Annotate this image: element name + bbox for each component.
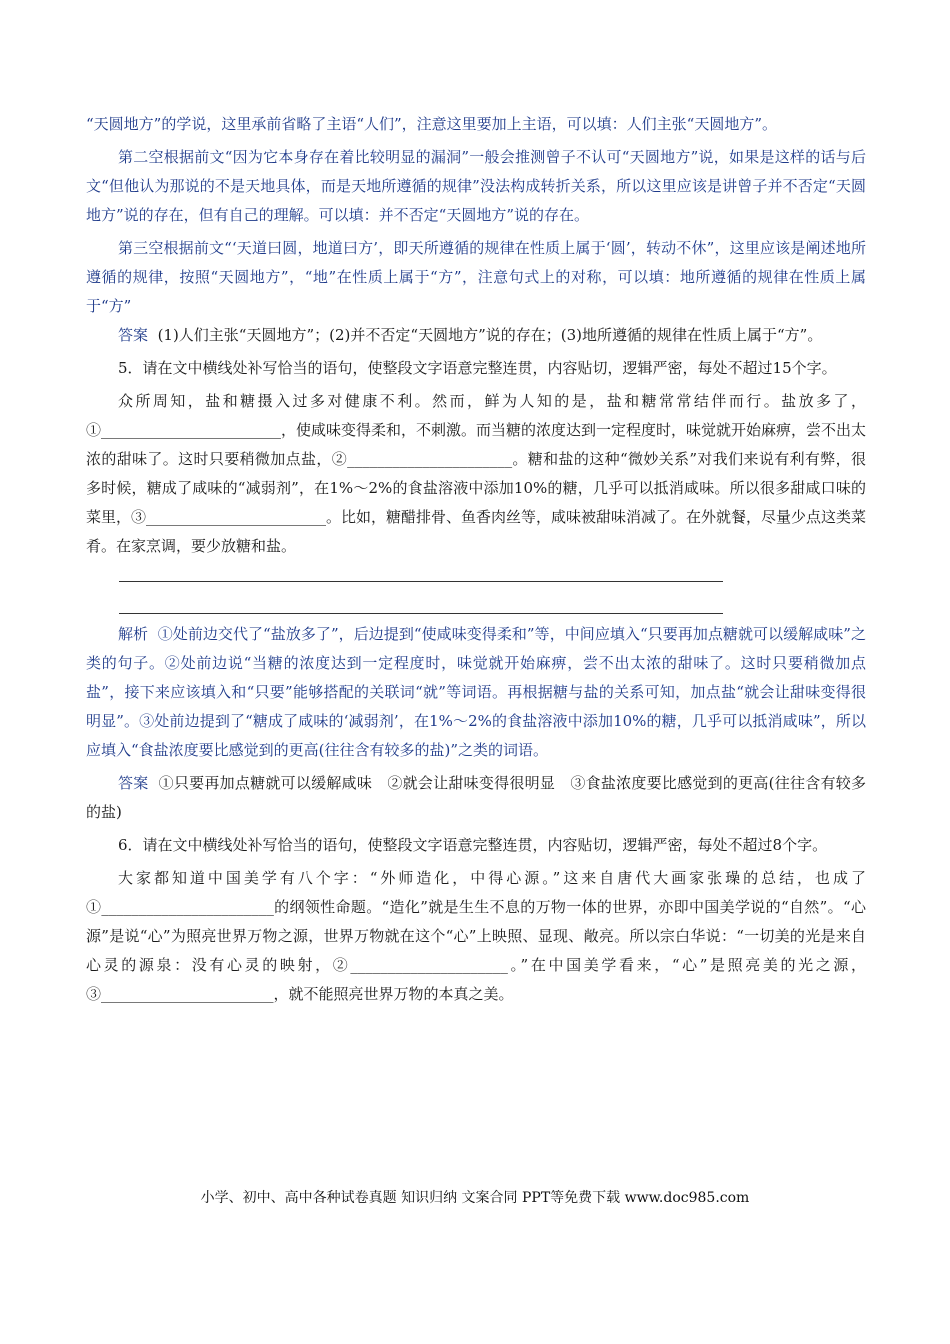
answer-blank-line [119,613,723,614]
q4-analysis-para2: 第二空根据前文“因为它本身存在着比较明显的漏洞”一般会推测曾子不认可“天圆地方”说，如果是这样的话与后文“但他认为那说的不是天地具体，而是天地所遵循的规律”没法构成转折关系，所以这里应该是讲曾子并不否定“天圆地方”说的存在，但有自己的理解。可以填：并不否定“天圆地方”说的存在。 [86,148,866,224]
q5-answer [86,769,866,827]
answer-label: 答案 [118,326,149,344]
q6-passage: 大家都知道中国美学有八个字：“外师造化，中得心源。”这来自唐代大画家张璪的总结，也成了①_______________________的纲领性命题。“造化”就是生生不息的万物一体的世界，亦即中国美学说的“自然”。“心源”是说“心”为照亮世界万物之源，世界万物就在这个“心”上映照、显现、敞亮。所以宗白华说：“一切美的光是来自心灵的源泉：没有心灵的映射，②_____________________。”在中国美学看来，“心”是照亮美的光之源，③_______________________，就不能照亮世界万物的本真之美。 [86,869,866,1003]
page-content [86,110,866,1009]
q4-answer [86,321,866,350]
q5-question: 5．请在文中横线处补写恰当的语句，使整段文字语意完整连贯，内容贴切，逻辑严密，每处不超过15个字。 [118,359,837,377]
q4-analysis-para3: 第三空根据前文“‘天道曰圆，地道曰方’，即天所遵循的规律在性质上属于‘圆’，转动不休”，这里应该是阐述地所遵循的规律，按照“天圆地方”，“地”在性质上属于“方”，注意句式上的对称，可以填：地所遵循的规律在性质上属于“方” [86,239,866,315]
q5-passage: 众所周知，盐和糖摄入过多对健康不利。然而，鲜为人知的是，盐和糖常常结伴而行。盐放多了，①________________________，使咸味变得柔和，不刺激。而当糖的浓度达到一定程度时，味觉就开始麻痹，尝不出太浓的甜味了。这时只要稍微加点盐，②______________________。糖和盐的这种“微妙关系”对我们来说有利有弊，很多时候，糖成了咸味的“减弱剂”，在1%～2%的食盐溶液中添加10%的糖，几乎可以抵消咸味。所以很多甜咸口味的菜里，③________________________。比如，糖醋排骨、鱼香肉丝等，咸味被甜味消减了。在外就餐，尽量少点这类菜肴。在家烹调，要少放糖和盐。 [86,392,867,555]
analysis-label: 解析 [118,625,149,643]
answer-text: (1)人们主张“天圆地方”；(2)并不否定“天圆地方”说的存在；(3)地所遵循的规律在性质上属于“方”。 [157,326,823,344]
q5-analysis [86,620,866,765]
answer-text: ①只要再加点糖就可以缓解咸味 ②就会让甜味变得很明显 ③食盐浓度要比感觉到的更高(往往含有较多的盐) [86,774,866,821]
analysis-text: ①处前边交代了“盐放多了”，后边提到“使咸味变得柔和”等，中间应填入“只要再加点糖就可以缓解咸味”之类的句子。②处前边说“当糖的浓度达到一定程度时，味觉就开始麻痹，尝不出太浓的甜味了。这时只要稍微加点盐”，接下来应该填入和“只要”能够搭配的关联词“就”等词语。再根据糖与盐的关系可知，加点盐“就会让甜味变得很明显”。③处前边提到了“糖成了咸味的‘减弱剂’，在1%～2%的食盐溶液中添加10%的糖，几乎可以抵消咸味”，所以应填入“食盐浓度要比感觉到的更高(往往含有较多的盐)”之类的词语。 [86,625,866,759]
answer-blank-line [119,581,723,582]
answer-label: 答案 [118,774,149,792]
q4-analysis-line1: “天圆地方”的学说，这里承前省略了主语“人们”，注意这里要加上主语，可以填：人们主张“天圆地方”。 [86,115,778,133]
q6-question: 6．请在文中横线处补写恰当的语句，使整段文字语意完整连贯，内容贴切，逻辑严密，每处不超过8个字。 [118,836,828,854]
page-footer: 小学、初中、高中各种试卷真题 知识归纳 文案合同 PPT等免费下载 www.doc985.com [200,1190,750,1206]
